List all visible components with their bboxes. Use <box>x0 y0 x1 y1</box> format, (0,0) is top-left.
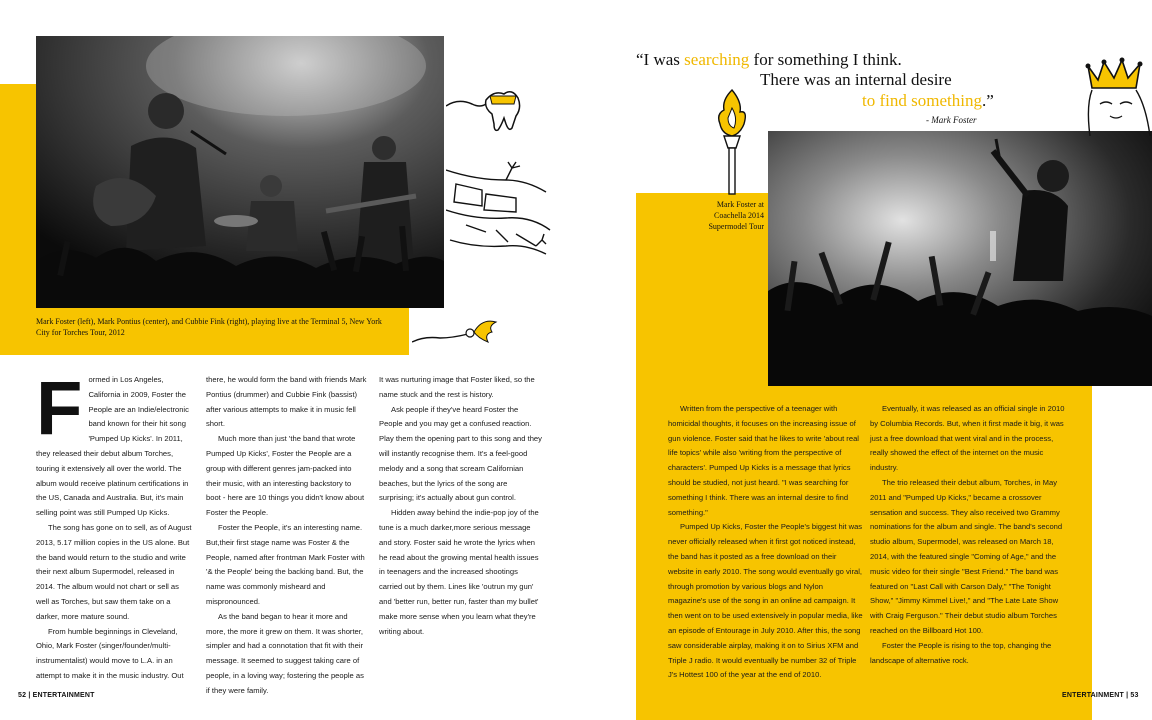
arrow-flame-doodle <box>412 312 502 352</box>
paragraph: Eventually, it was released as an official single in 2010 by Columbia Records. But, when it first made it big, it was just a free download that went viral and in the process, really showed the effect of the internet on the music industry. <box>870 404 1065 473</box>
paragraph: Much more than just 'the band that wrote Pumped Up Kicks', Foster the People are a group with different genres jam-packed into their music, with an interesting backstory to boot - here are 10 things you didn't know about Foster the People. <box>206 434 365 518</box>
band-live-photo <box>36 36 444 308</box>
pull-quote-highlight: to find something <box>862 91 982 110</box>
pull-quote-line-1: “I was searching for something I think. <box>636 50 902 69</box>
page-folio-right: ENTERTAINMENT | 53 <box>1062 692 1139 699</box>
paragraph: Ask people if they've heard Foster the People and you may get a confused reaction. Play them the opening part to this song and they will instantly recognise them. It's a feel-good melody and a song that scream Californian beaches, but the lyrics of the song are surprising; it's actually about gun control. <box>379 404 542 503</box>
paragraph: Written from the perspective of a teenager with homicidal thoughts, it focuses on the increasing issue of gun violence. Foster said that he likes to write 'about real life topics' while also 'writing from the perspective of characters'. Pumped Up Kicks is a message that lyrics should be studied, not just heard. "I was searching for something I think. There was an internal desire to find something." <box>668 404 859 517</box>
photo-caption-left: Mark Foster (left), Mark Pontius (center), and Cubbie Fink (right), playing live at the Terminal 5, New York City for Torches Tour, 2012 <box>36 317 382 337</box>
article-column-4 <box>668 402 863 683</box>
paragraph: ormed in Los Angeles, California in 2009, Foster the People are an Indie/electronic band known for their hit song 'Pumped Up Kicks'. In 2011, they released their debut album Torches, touring it extensively all over the world. The album would receive platinum certifications in the US, Canada and Australia. But, it's main selling point was still Pumped Up Kicks. <box>36 375 189 518</box>
drop-cap: F <box>36 366 83 451</box>
paragraph: As the band began to hear it more and more, the more it grew on them. It was shorter, simpler and had a connotation that fit with their message. It seemed to suggest taking care of people, in a loving way; fostering the people as if they were family. <box>206 611 364 695</box>
article-column-5 <box>870 402 1070 668</box>
paragraph: From humble beginnings in Cleveland, Ohio, Mark Foster (singer/founder/multi-instrumentalist) would move to L.A. in an attempt to make it in the music industry. Out <box>36 626 184 680</box>
photo-caption-right: Mark Foster at Coachella 2014 Supermodel Tour <box>708 200 764 231</box>
pull-quote-attribution: - Mark Foster <box>926 115 977 125</box>
page-folio-left: 52 | ENTERTAINMENT <box>18 692 95 699</box>
crowd-hands-doodle <box>446 150 556 260</box>
flaming-torch-icon <box>712 88 752 196</box>
crown-face-doodle <box>1082 56 1152 136</box>
article-column-2 <box>206 373 368 699</box>
paragraph: Foster the People, it's an interesting name. But,their first stage name was Foster & the People, named after frontman Mark Foster with '& the People' being the backing band. But, the name was commonly misheard and mispronounced. <box>206 522 365 606</box>
pull-quote-line-3: to find something.” <box>862 91 994 110</box>
paragraph: Pumped Up Kicks, Foster the People's biggest hit was never officially released when it first got noticed instead, the band has it posted as a free download on their website in early 2010. The song would eventually go viral, through promotion by various blogs and Nylon magazine's use of the song in an online ad campaign. It then went on to be used extensively in popular media, like an episode of Entourage in July 2010. After this, the song saw considerable airplay, making it on to Sirius XFM and Triple J radio. It would eventually be number 32 of Triple J's Hottest 100 of the year at the end of 2010. <box>668 522 863 680</box>
pull-quote-line-2: There was an internal desire <box>760 70 952 89</box>
article-column-1 <box>36 366 194 684</box>
tooth-icon <box>446 84 526 134</box>
paragraph: The trio released their debut album, Torches, in May 2011 and "Pumped Up Kicks," became a crossover sensation and success. They also received two Grammy nominations for the album and single. The band's second studio album, Supermodel, was released on March 18, 2014, with the featured single "Coming of Age," and the music video for their single "Best Friend." The band was featured on "Last Call with Carson Daly," "The Tonight Show," "Jimmy Kimmel Live!," and "The Late Late Show with Craig Ferguson." Their debut studio album Torches reached on the Billboard Hot 100. <box>870 477 1063 635</box>
article-column-3 <box>379 373 543 639</box>
paragraph: It was nurturing image that Foster liked, so the name stuck and the rest is history. <box>379 375 535 399</box>
pull-quote-highlight: searching <box>684 50 750 69</box>
paragraph: Foster the People is rising to the top, changing the landscape of alternative rock. <box>870 640 1052 665</box>
paragraph: there, he would form the band with friends Mark Pontius (drummer) and Cubbie Fink (bassist) after various attempts to make it in music fell short. <box>206 375 367 429</box>
paragraph: The song has gone on to sell, as of August 2013, 5.17 million copies in the US alone. But the band would return to the studio and write their next album Supermodel, released in 2014. The album would not chart or sell as well as Torches, but saw them take on a darker, more mature sound. <box>36 522 192 621</box>
mark-foster-coachella-photo <box>768 131 1152 386</box>
paragraph: Hidden away behind the indie-pop joy of the tune is a much darker,more serious message and story. Foster said he wrote the lyrics when he read about the growing mental health issues in teenagers and the increased shootings carried out by them. Lines like 'outrun my gun' and 'better run, better run, faster than my bullet' make more sense when you learn what they're writing about. <box>379 508 539 636</box>
